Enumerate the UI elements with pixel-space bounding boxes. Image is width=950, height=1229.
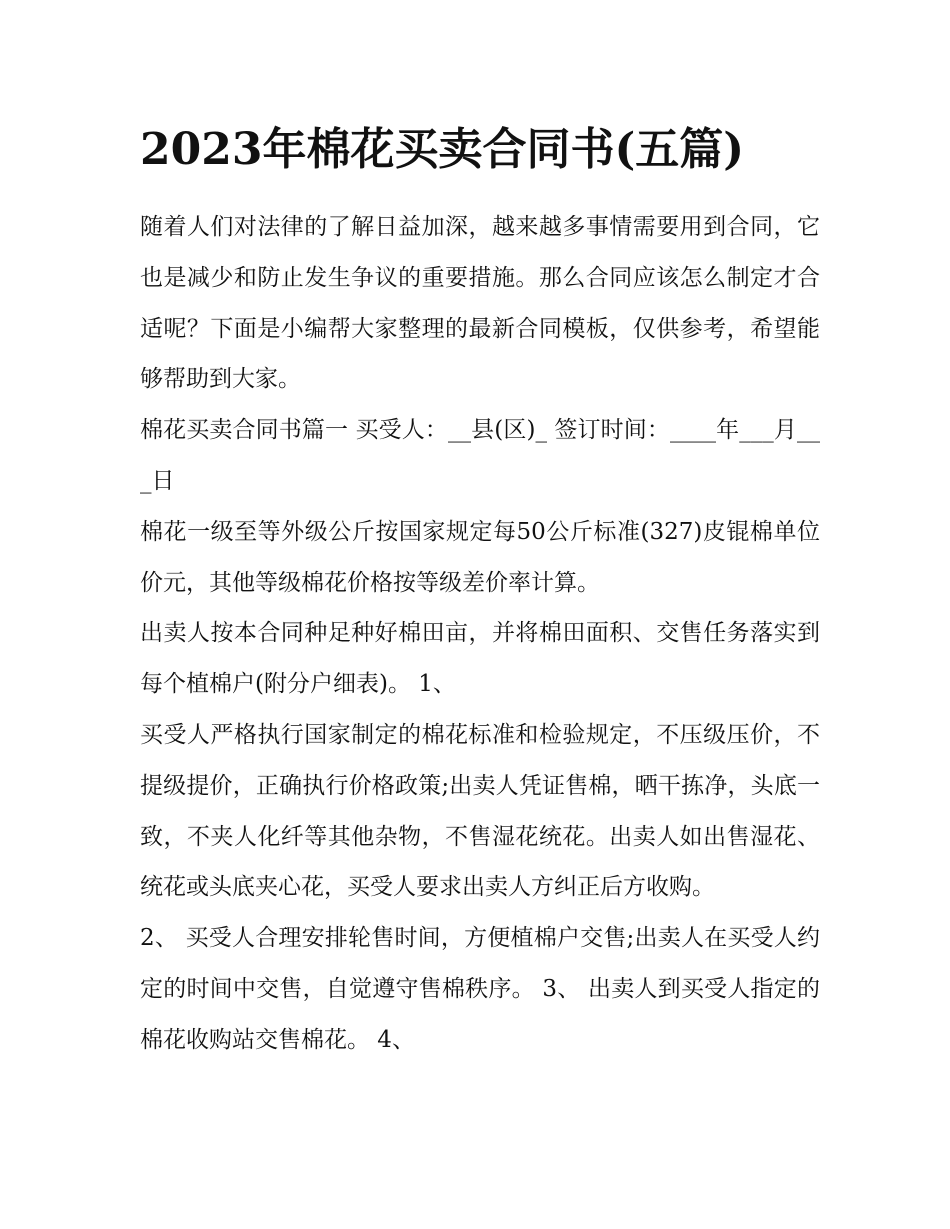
document-body	[140, 202, 820, 1066]
document-page	[140, 118, 820, 1066]
paragraph-price-terms: 棉花一级至等外级公斤按国家规定每50公斤标准(327)皮锟棉单位价元，其他等级棉花价格按等级差价率计算。	[140, 518, 820, 596]
paragraph-quality-terms: 买受人严格执行国家制定的棉花标准和检验规定，不压级压价，不提级提价，正确执行价格政策;出卖人凭证售棉，晒干拣净，头底一致，不夹人化纤等其他杂物，不售湿花统花。出卖人如出售湿花、统花或头底夹心花，买受人要求出卖人方纠正后方收购。	[140, 721, 820, 901]
paragraph-delivery-terms: 2、 买受人合理安排轮售时间，方便植棉户交售;出卖人在买受人约定的时间中交售，自觉遵守售棉秩序。 3、 出卖人到买受人指定的棉花收购站交售棉花。 4、	[140, 925, 820, 1053]
paragraph-intro: 随着人们对法律的了解日益加深，越来越多事情需要用到合同，它也是减少和防止发生争议的重要措施。那么合同应该怎么制定才合适呢？下面是小编帮大家整理的最新合同模板，仅供参考，希望能够帮助到大家。	[140, 214, 820, 393]
paragraph-chapter-one-header: 棉花买卖合同书篇一 买受人：__县(区)_ 签订时间：____年___月___日	[140, 417, 820, 494]
paragraph-planting-terms: 出卖人按本合同种足种好棉田亩，并将棉田面积、交售任务落实到每个植棉户(附分户细表)。 1、	[140, 620, 820, 698]
document-title: 2023年棉花买卖合同书(五篇)	[140, 124, 745, 175]
